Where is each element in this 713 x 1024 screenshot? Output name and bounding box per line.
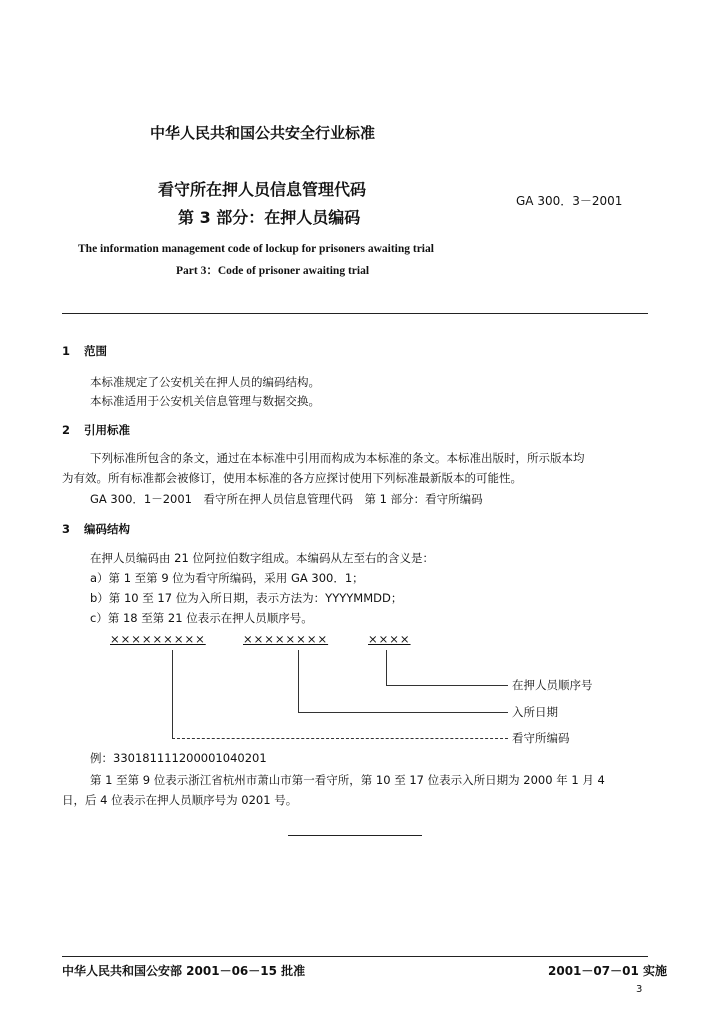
section-3-line-3: b）第 10 至 17 位为入所日期，表示方法为：YYYYMMDD； bbox=[90, 591, 403, 605]
standard-code: GA 300．3－2001 bbox=[516, 194, 623, 208]
code-group-sequence: ×××× bbox=[368, 632, 411, 646]
header-divider bbox=[62, 313, 648, 314]
footer-divider bbox=[62, 956, 648, 957]
section-3-heading: 编码结构 bbox=[84, 522, 130, 536]
sequence-leader-vertical bbox=[386, 650, 387, 685]
section-2-heading: 引用标准 bbox=[84, 423, 130, 437]
implementation-line: 2001－07－01 实施 bbox=[548, 964, 667, 978]
approval-line: 中华人民共和国公安部 2001－06－15 批准 bbox=[62, 964, 306, 978]
sequence-leader-horizontal bbox=[386, 685, 508, 686]
date-leader-horizontal bbox=[298, 712, 508, 713]
date-leader-vertical bbox=[298, 650, 299, 712]
lockup-leader-horizontal bbox=[172, 738, 508, 739]
section-3-number: 3 bbox=[62, 522, 71, 536]
end-divider bbox=[288, 835, 422, 836]
english-title: The information management code of lockup for prisoners awaiting trial bbox=[78, 243, 434, 255]
document-subtitle: 第 3 部分：在押人员编码 bbox=[178, 208, 361, 227]
code-group-lockup: ××××××××× bbox=[110, 632, 206, 646]
example-explanation-2: 日，后 4 位表示在押人员顺序号为 0201 号。 bbox=[62, 793, 298, 807]
code-group-date: ×××××××× bbox=[243, 632, 329, 646]
agency-title: 中华人民共和国公共安全行业标准 bbox=[150, 124, 376, 142]
section-1-line-1: 本标准规定了公安机关在押人员的编码结构。 bbox=[90, 375, 320, 389]
english-subtitle: Part 3：Code of prisoner awaiting trial bbox=[176, 265, 370, 277]
lockup-leader-vertical bbox=[172, 650, 173, 738]
example-line: 例：330181111200001040201 bbox=[90, 751, 267, 765]
section-2-line-1: 下列标准所包含的条文，通过在本标准中引用而构成为本标准的条文。本标准出版时，所示版本均 bbox=[90, 451, 585, 465]
section-1-number: 1 bbox=[62, 344, 71, 358]
document-title: 看守所在押人员信息管理代码 bbox=[158, 180, 367, 199]
section-1-heading: 范围 bbox=[84, 344, 107, 358]
section-1-line-2: 本标准适用于公安机关信息管理与数据交换。 bbox=[90, 394, 320, 408]
section-3-line-1: 在押人员编码由 21 位阿拉伯数字组成。本编码从左至右的含义是： bbox=[90, 551, 434, 565]
section-3-line-4: c）第 18 至第 21 位表示在押人员顺序号。 bbox=[90, 611, 313, 625]
label-entry-date: 入所日期 bbox=[512, 705, 558, 719]
section-2-number: 2 bbox=[62, 423, 71, 437]
page-number: 3 bbox=[636, 984, 643, 995]
label-lockup-code: 看守所编码 bbox=[512, 731, 570, 745]
label-sequence-number: 在押人员顺序号 bbox=[512, 678, 593, 692]
section-2-line-3: GA 300．1－2001 看守所在押人员信息管理代码 第 1 部分：看守所编码 bbox=[90, 492, 483, 506]
section-3-line-2: a）第 1 至第 9 位为看守所编码，采用 GA 300．1； bbox=[90, 571, 364, 585]
section-2-line-2: 为有效。所有标准都会被修订，使用本标准的各方应探讨使用下列标准最新版本的可能性。 bbox=[62, 471, 522, 485]
example-explanation-1: 第 1 至第 9 位表示浙江省杭州市萧山市第一看守所，第 10 至 17 位表示入所日期为 2000 年 1 月 4 bbox=[90, 773, 605, 787]
